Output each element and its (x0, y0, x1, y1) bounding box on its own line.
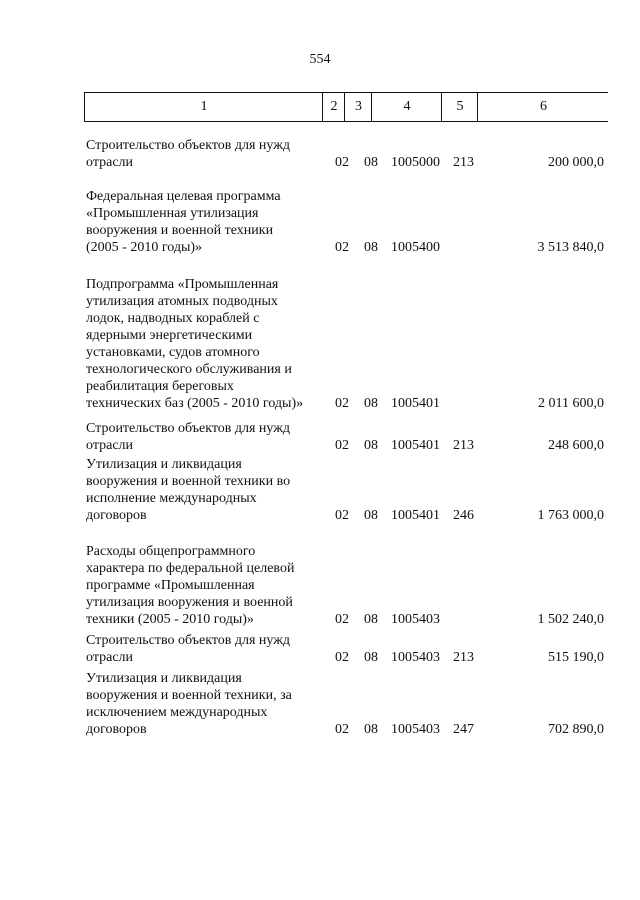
cell-c4: 1005401 (391, 438, 440, 453)
cell-c6: 248 600,0 (548, 438, 604, 453)
cell-c6: 2 011 600,0 (538, 396, 604, 411)
cell-c2: 02 (335, 396, 349, 411)
cell-c2: 02 (335, 438, 349, 453)
cell-c2: 02 (335, 508, 349, 523)
header-col-6: 6 (477, 93, 609, 121)
cell-c3: 08 (364, 508, 378, 523)
description-line: установками, судов атомного (86, 345, 260, 360)
row-description (86, 632, 332, 666)
description-line: характера по федеральной целевой (86, 561, 295, 576)
description-line: Строительство объектов для нужд (86, 138, 291, 153)
description-line: вооружения и военной техники, за (86, 688, 292, 703)
description-line: отрасли (86, 650, 134, 665)
cell-c4: 1005403 (391, 650, 440, 665)
cell-c2: 02 (335, 155, 349, 170)
description-line: Строительство объектов для нужд (86, 633, 291, 648)
row-description (86, 456, 332, 524)
row-description (86, 137, 332, 171)
cell-c3: 08 (364, 650, 378, 665)
description-line: исполнение международных (86, 491, 257, 506)
description-line: ядерными энергетическими (86, 328, 253, 343)
description-line: Федеральная целевая программа (86, 189, 281, 204)
description-line: технических баз (2005 - 2010 годы)» (86, 396, 304, 411)
description-line: Утилизация и ликвидация (86, 671, 242, 686)
description-line: программе «Промышленная (86, 578, 255, 593)
cell-c3: 08 (364, 438, 378, 453)
cell-c5: 213 (453, 650, 474, 665)
description-line: договоров (86, 508, 147, 523)
description-line: утилизация атомных подводных (86, 294, 278, 309)
description-line: вооружения и военной техники (86, 223, 274, 238)
cell-c5: 213 (453, 155, 474, 170)
cell-c3: 08 (364, 155, 378, 170)
cell-c6: 3 513 840,0 (537, 240, 604, 255)
cell-c2: 02 (335, 650, 349, 665)
cell-c3: 08 (364, 612, 378, 627)
cell-c4: 1005400 (391, 240, 440, 255)
cell-c2: 02 (335, 240, 349, 255)
description-line: технологического обслуживания и (86, 362, 292, 377)
row-description (86, 188, 332, 256)
cell-c4: 1005401 (391, 396, 440, 411)
page-number: 554 (309, 52, 331, 67)
description-line: (2005 - 2010 годы)» (86, 240, 203, 255)
header-col-4: 4 (371, 93, 442, 121)
cell-c3: 08 (364, 240, 378, 255)
description-line: Строительство объектов для нужд (86, 421, 291, 436)
description-line: реабилитация береговых (86, 379, 234, 394)
description-line: техники (2005 - 2010 годы)» (86, 612, 254, 627)
description-line: исключением международных (86, 705, 268, 720)
cell-c6: 1 502 240,0 (537, 612, 604, 627)
row-description (86, 276, 332, 412)
cell-c2: 02 (335, 722, 349, 737)
header-col-5: 5 (441, 93, 478, 121)
description-line: лодок, надводных кораблей с (86, 311, 260, 326)
description-line: утилизация вооружения и военной (86, 595, 293, 610)
description-line: отрасли (86, 438, 134, 453)
cell-c6: 1 763 000,0 (537, 508, 604, 523)
cell-c5: 213 (453, 438, 474, 453)
cell-c4: 1005403 (391, 612, 440, 627)
row-description (86, 420, 332, 454)
description-line: Расходы общепрограммного (86, 544, 256, 559)
table-header (84, 92, 608, 122)
description-line: Утилизация и ликвидация (86, 457, 242, 472)
cell-c4: 1005000 (391, 155, 440, 170)
description-line: договоров (86, 722, 147, 737)
header-col-2: 2 (322, 93, 345, 121)
cell-c3: 08 (364, 722, 378, 737)
description-line: «Промышленная утилизация (86, 206, 259, 221)
cell-c6: 515 190,0 (548, 650, 604, 665)
cell-c6: 702 890,0 (548, 722, 604, 737)
cell-c6: 200 000,0 (548, 155, 604, 170)
header-col-3: 3 (344, 93, 372, 121)
cell-c3: 08 (364, 396, 378, 411)
cell-c2: 02 (335, 612, 349, 627)
description-line: отрасли (86, 155, 134, 170)
cell-c5: 246 (453, 508, 474, 523)
row-description (86, 670, 332, 738)
header-col-1: 1 (84, 93, 323, 121)
cell-c5: 247 (453, 722, 474, 737)
cell-c4: 1005401 (391, 508, 440, 523)
description-line: Подпрограмма «Промышленная (86, 277, 279, 292)
cell-c4: 1005403 (391, 722, 440, 737)
row-description (86, 543, 332, 628)
description-line: вооружения и военной техники во (86, 474, 291, 489)
